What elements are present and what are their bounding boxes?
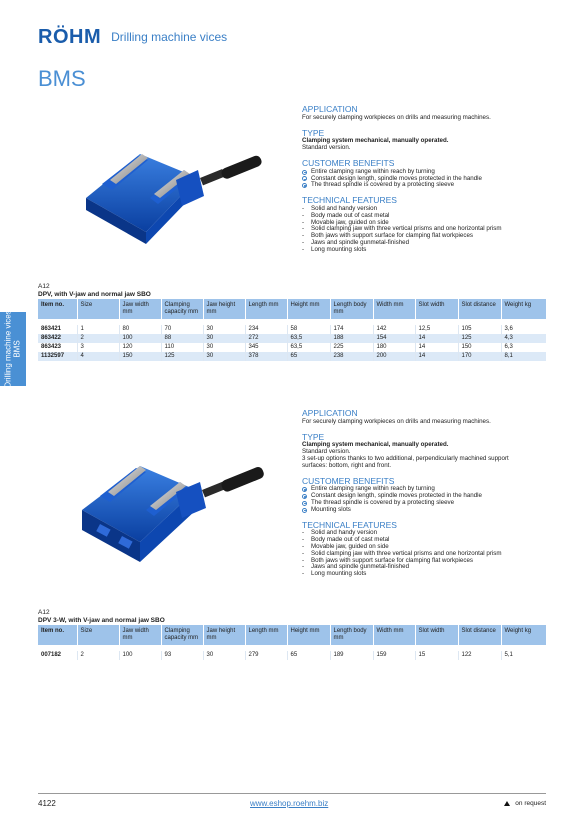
table-row: 863421 1 80 70 30 234 58 174 142 12,5 105 3,6 bbox=[38, 325, 546, 334]
table1-subtitle: DPV, with V-jaw and normal jaw SBO bbox=[38, 290, 151, 298]
header-title: Drilling machine vices bbox=[111, 30, 228, 44]
features-list bbox=[302, 530, 552, 578]
triangle-icon bbox=[504, 801, 510, 806]
table2-label bbox=[38, 609, 165, 624]
page-header bbox=[38, 27, 227, 47]
type-bold: Clamping system mechanical, manually operated. bbox=[302, 441, 449, 449]
type-heading: TYPE bbox=[302, 127, 325, 138]
feature-item: - Movable jaw, guided on side bbox=[302, 542, 389, 550]
section1-info bbox=[302, 106, 552, 254]
application-heading: APPLICATION bbox=[302, 408, 358, 418]
type-line: Standard version. bbox=[302, 144, 351, 152]
type-line: Standard version. bbox=[302, 448, 351, 456]
table-header-row: Item no. Size Jaw width mm Clamping capacity mm Jaw height mm Length mm Height mm Length body mm Width mm Slot width Slot distance Weight kg bbox=[38, 625, 546, 645]
feature-item: - Both jaws with support surface for clamping flat workpieces bbox=[302, 232, 473, 240]
circle-bullet-icon bbox=[302, 501, 307, 506]
table1-code: A12 bbox=[38, 283, 50, 290]
product-image-dpv bbox=[80, 140, 270, 260]
type-heading: TYPE bbox=[302, 431, 325, 442]
feature-item: - Solid clamping jaw with three vertical prisms and one horizontal prism bbox=[302, 225, 502, 233]
side-tab-line2: BMS bbox=[13, 340, 23, 358]
benefit-item: Mounting slots bbox=[302, 507, 552, 514]
benefits-heading: CUSTOMER BENEFITS bbox=[302, 157, 395, 168]
table2-code: A12 bbox=[38, 609, 50, 616]
on-request-label: on request bbox=[515, 800, 546, 807]
feature-item: - Long mounting slots bbox=[302, 570, 367, 578]
eshop-link[interactable]: www.eshop.roehm.biz bbox=[250, 799, 329, 808]
features-heading: TECHNICAL FEATURES bbox=[302, 519, 397, 530]
feature-item: - Jaws and spindle gunmetal-finished bbox=[302, 238, 410, 246]
spec-table-1 bbox=[38, 299, 546, 361]
benefits-list bbox=[302, 169, 552, 189]
table-header-row: Item no. Size Jaw width mm Clamping capacity mm Jaw height mm Length mm Height mm Length body mm Width mm Slot width Slot distance Weight kg bbox=[38, 299, 546, 319]
benefit-item: Constant design length, spindle moves protected in the handle bbox=[302, 493, 552, 500]
feature-item: - Jaws and spindle gunmetal-finished bbox=[302, 563, 410, 571]
table2-subtitle: DPV 3-W, with V-jaw and normal jaw SBO bbox=[38, 616, 165, 624]
benefit-item: Constant design length, spindle moves protected in the handle bbox=[302, 176, 552, 183]
feature-item: - Movable jaw, guided on side bbox=[302, 218, 389, 226]
feature-item: - Body made out of cast metal bbox=[302, 211, 390, 219]
feature-item: - Both jaws with support surface for clamping flat workpieces bbox=[302, 556, 473, 564]
circle-bullet-icon bbox=[302, 508, 307, 513]
type-bold: Clamping system mechanical, manually operated. bbox=[302, 137, 449, 145]
table-row: 863423 3 120 110 30 345 63,5 225 180 14 150 6,3 bbox=[38, 343, 546, 352]
feature-item: - Body made out of cast metal bbox=[302, 536, 390, 544]
application-text: For securely clamping workpieces on drills and measuring machines. bbox=[302, 113, 491, 121]
circle-bullet-icon bbox=[302, 170, 307, 175]
benefit-item: Entire clamping range within reach by turning bbox=[302, 169, 552, 176]
features-heading: TECHNICAL FEATURES bbox=[302, 195, 397, 206]
benefit-item: The thread spindle is covered by a protecting sleeve bbox=[302, 182, 552, 189]
feature-item: - Solid and handy version bbox=[302, 204, 378, 212]
table-row: 1132597 4 150 125 30 378 65 238 200 14 170 8,1 bbox=[38, 352, 546, 361]
side-tab bbox=[0, 312, 26, 386]
application-text: For securely clamping workpieces on drills and measuring machines. bbox=[302, 417, 491, 425]
application-heading: APPLICATION bbox=[302, 104, 358, 114]
type-line: surfaces: bottom, right and front. bbox=[302, 461, 392, 469]
feature-item: - Long mounting slots bbox=[302, 245, 367, 253]
spec-table-2 bbox=[38, 625, 546, 660]
type-line: 3 set-up options thanks to two additional, perpendicularly machined support bbox=[302, 454, 509, 462]
table-row: 007182 2 100 93 30 279 65 189 159 15 122 5,1 bbox=[38, 651, 546, 660]
benefits-heading: CUSTOMER BENEFITS bbox=[302, 475, 395, 486]
table-row: 863422 2 100 88 30 272 63,5 188 154 14 125 4,3 bbox=[38, 334, 546, 343]
circle-bullet-icon bbox=[302, 183, 307, 188]
product-image-dpv-3w bbox=[78, 440, 268, 570]
footer-note bbox=[504, 800, 546, 807]
circle-bullet-icon bbox=[302, 487, 307, 492]
circle-bullet-icon bbox=[302, 494, 307, 499]
features-list bbox=[302, 206, 552, 254]
benefits-list bbox=[302, 486, 552, 513]
circle-bullet-icon bbox=[302, 176, 307, 181]
footer-divider bbox=[38, 793, 546, 794]
table1-label bbox=[38, 283, 151, 298]
section2-info bbox=[302, 410, 552, 578]
benefit-item: Entire clamping range within reach by turning bbox=[302, 486, 552, 493]
feature-item: - Solid clamping jaw with three vertical prisms and one horizontal prism bbox=[302, 549, 502, 557]
side-tab-line1: Drilling machine vices bbox=[4, 310, 14, 388]
roehm-logo: RÖHM bbox=[38, 26, 102, 48]
product-title: BMS bbox=[38, 66, 86, 91]
benefit-item: The thread spindle is covered by a protecting sleeve bbox=[302, 500, 552, 507]
page-number: 4122 bbox=[38, 799, 56, 808]
feature-item: - Solid and handy version bbox=[302, 529, 378, 537]
